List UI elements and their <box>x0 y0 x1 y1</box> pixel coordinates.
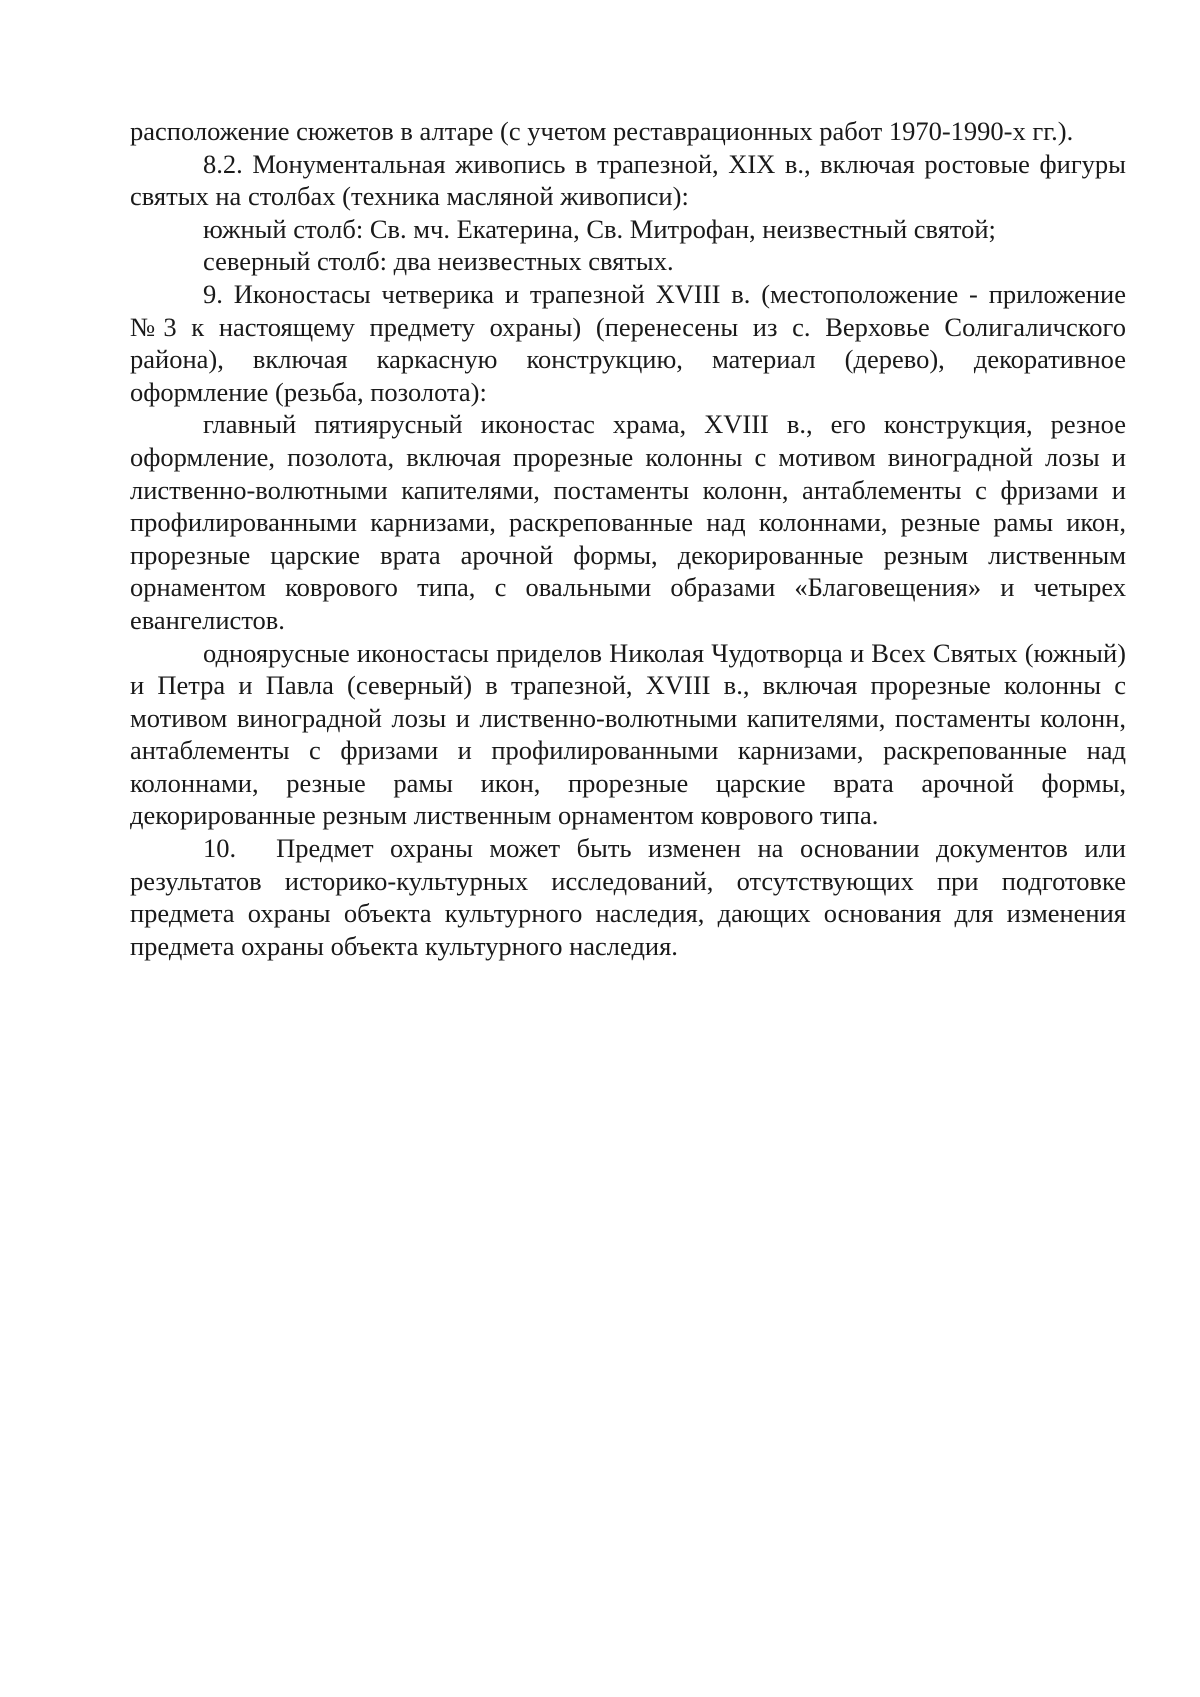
document-page <box>130 115 1126 962</box>
paragraph-side-iconostases: одноярусные иконостасы приделов Николая Чудотворца и Всех Святых (южный) и Петра и Павла (северный) в трапезной, XVIII в., включая прорезные колонны с мотивом виноградной лозы и лиственно-волютными капителями, постаменты колонн, антаблементы с фризами и профилированными карнизами, раскрепованные над колоннами, резные рамы икон, прорезные царские врата арочной формы, декорированные резным лиственным орнаментом коврового типа. <box>130 637 1126 831</box>
paragraph-south-pillar: южный столб: Св. мч. Екатерина, Св. Митрофан, неизвестный святой; <box>203 213 996 244</box>
paragraph-10-text: Предмет охраны может быть изменен на основании документов или результатов историко-культурных исследований, отсутствующих при подготовке предмета охраны объекта культурного наследия, дающих основания для изменения предмета охраны объекта культурного наследия. <box>130 833 1126 961</box>
paragraph-9: 9. Иконостасы четверика и трапезной XVIII в. (местоположение - приложение №3 к настоящему предмету охраны) (перенесены из с. Верховье Солигаличского района), включая каркасную конструкцию, материал (дерево), декоративное оформление (резьба, позолота): <box>130 278 1126 407</box>
paragraph-8-2: 8.2. Монументальная живопись в трапезной, XIX в., включая ростовые фигуры святых на столбах (техника масляной живописи): <box>130 148 1126 212</box>
paragraph-north-pillar: северный столб: два неизвестных святых. <box>203 246 674 277</box>
paragraph-10-number: 10. <box>203 833 237 864</box>
paragraph-main-iconostasis: главный пятиярусный иконостас храма, XVIII в., его конструкция, резное оформление, позолота, включая прорезные колонны с мотивом виноградной лозы и лиственно-волютными капителями, постаменты колонн, антаблементы с фризами и профилированными карнизами, раскрепованные над колоннами, резные рамы икон, прорезные царские врата арочной формы, декорированные резным лиственным орнаментом коврового типа, с овальными образами «Благовещения» и четырех евангелистов. <box>130 409 1126 635</box>
paragraph-intro: расположение сюжетов в алтаре (с учетом реставрационных работ 1970-1990-х гг.). <box>130 116 1074 146</box>
paragraph-10 <box>130 832 1126 962</box>
